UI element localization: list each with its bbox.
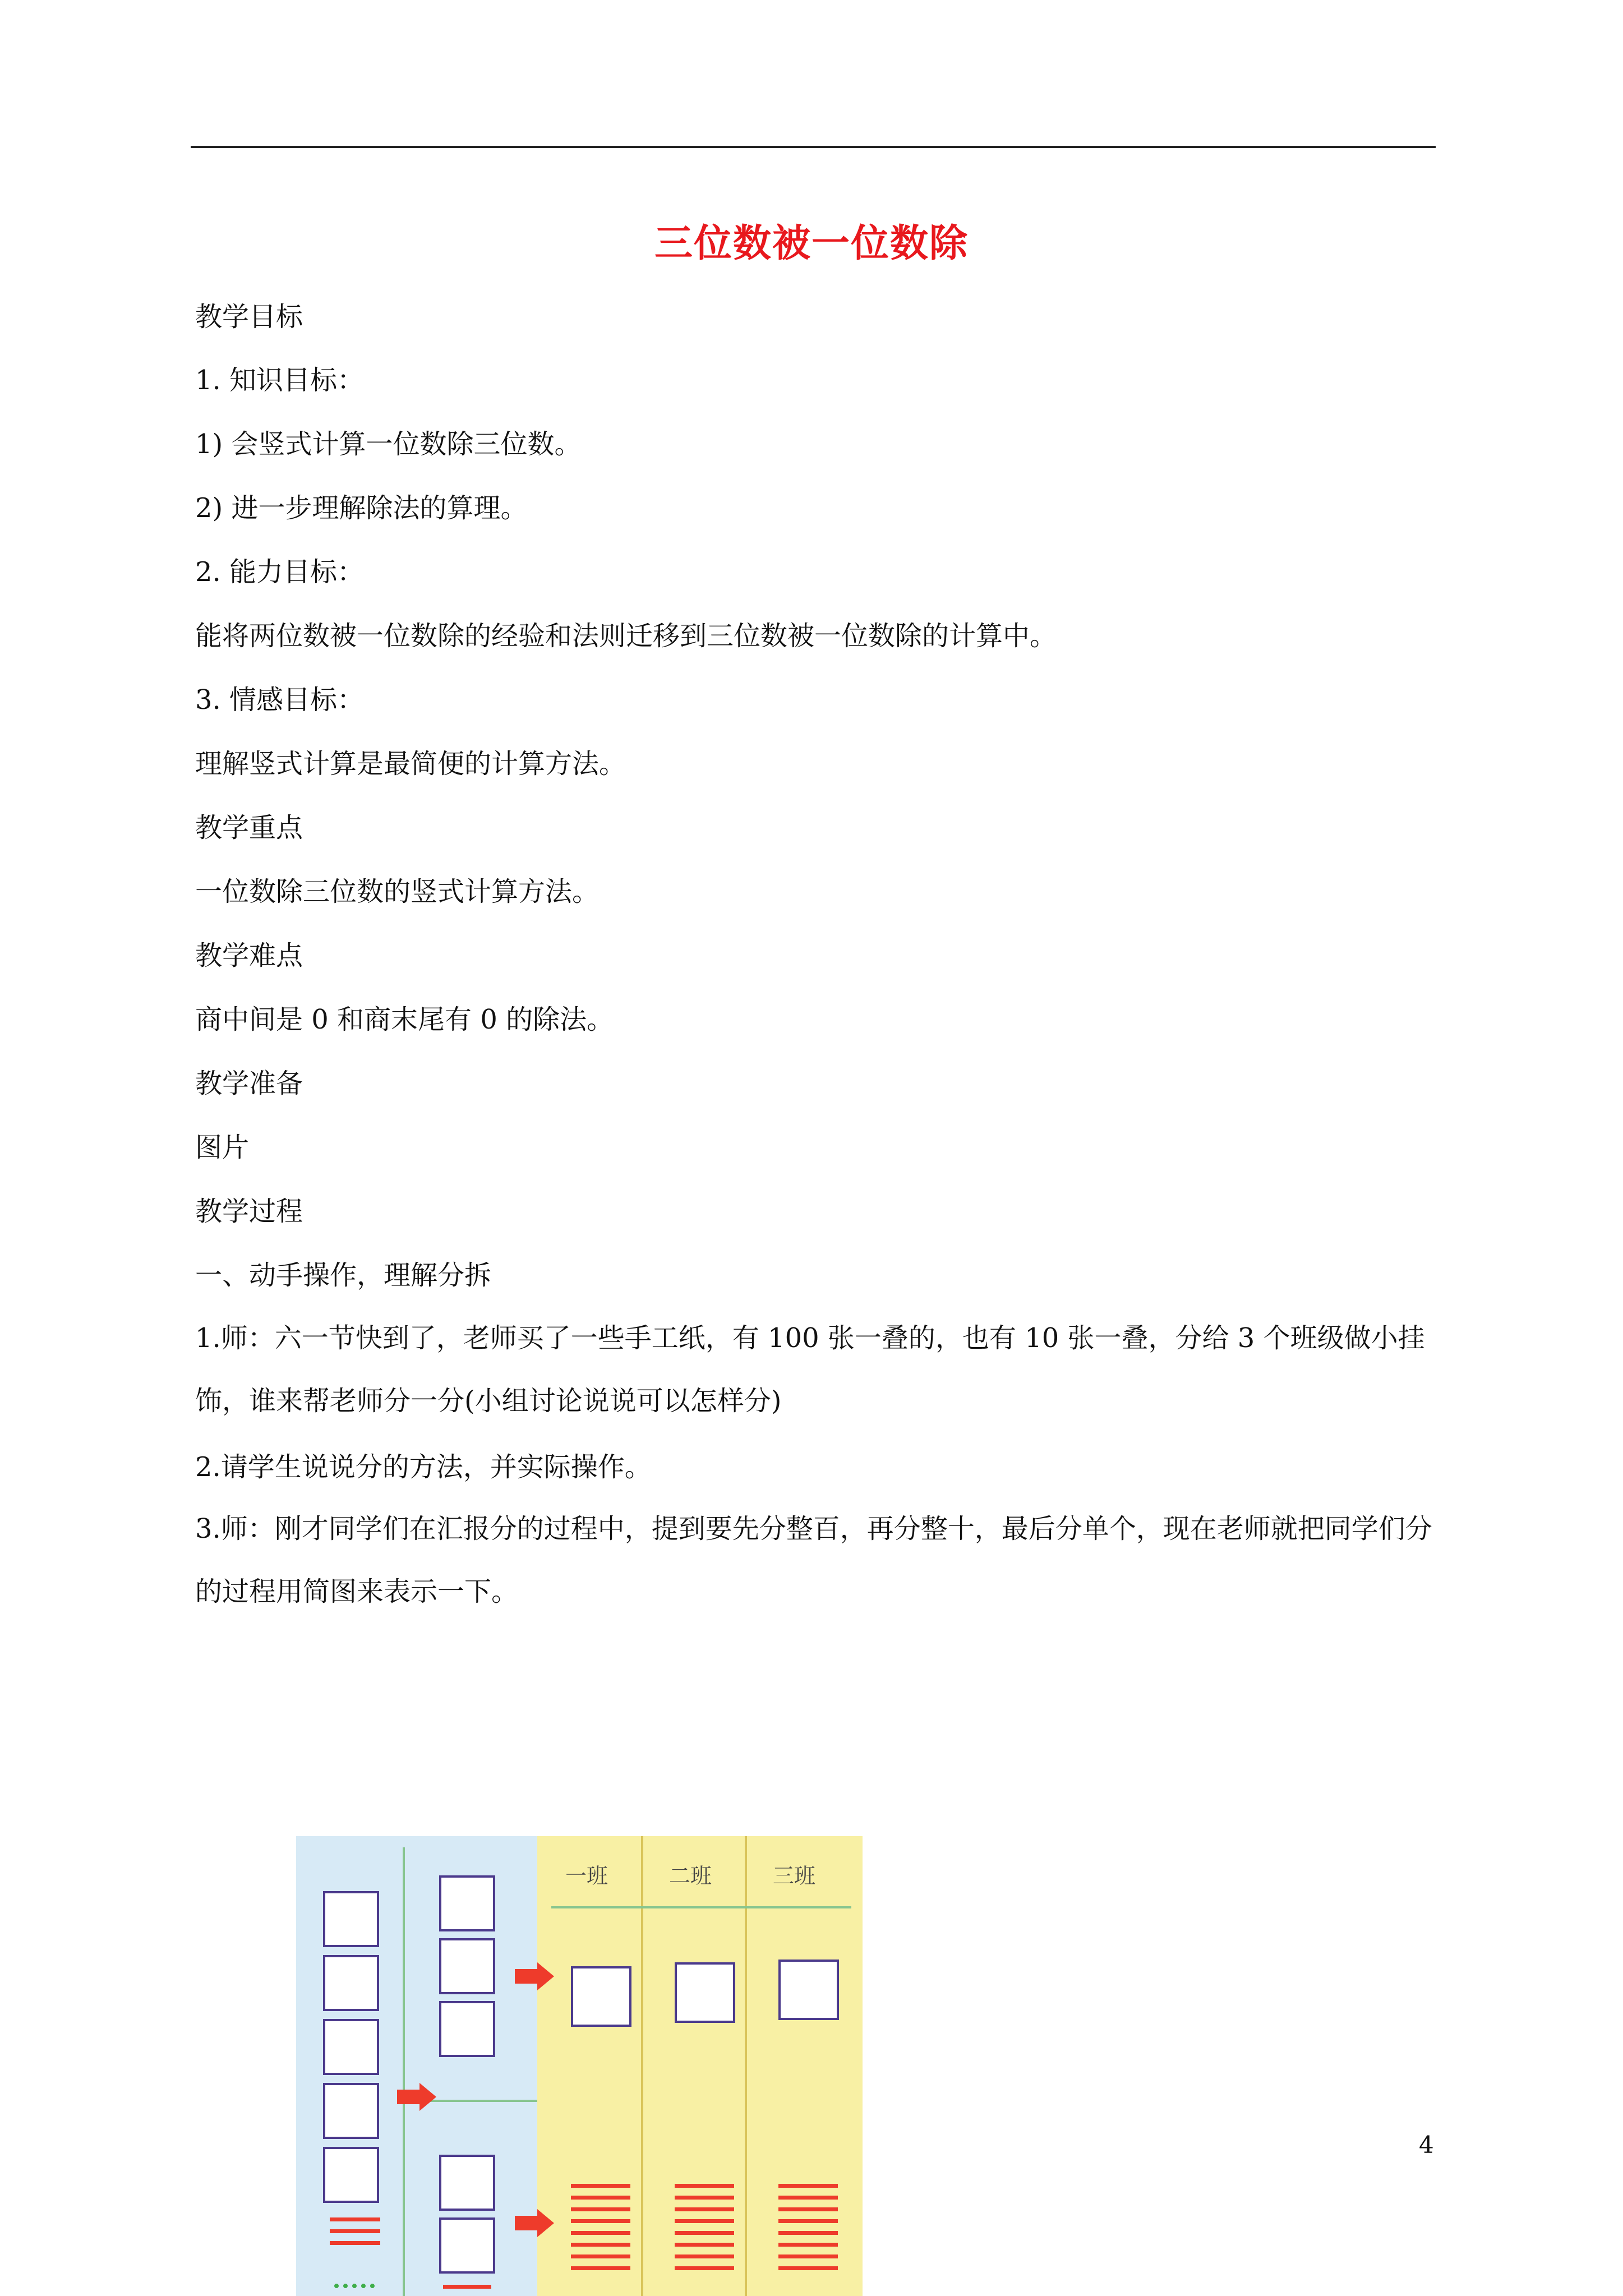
hundred-stack: [439, 1938, 495, 1994]
class-3-tens: [778, 2184, 838, 2278]
column-divider: [745, 1836, 747, 2296]
class-2-tens: [675, 2184, 734, 2278]
hundred-stack: [439, 2155, 495, 2211]
right-arrow-icon: [515, 2209, 554, 2237]
text-line: 能将两位数被一位数除的经验和法则迁移到三位数被一位数除的计算中。: [195, 620, 1057, 652]
text-line: 3. 情感目标：: [195, 684, 365, 716]
hundred-stack: [323, 2019, 379, 2075]
hundred-stack: [323, 1955, 379, 2011]
ten-stacks: [443, 2285, 491, 2296]
page-title: 三位数被一位数除: [654, 222, 969, 266]
header-divider: [551, 1906, 851, 1908]
hundred-stack: [439, 2217, 495, 2274]
hundred-stack: [323, 2147, 379, 2203]
hundred-stack: [323, 1891, 379, 1947]
text-line: 理解竖式计算是最简便的计算方法。: [195, 748, 626, 780]
class-2-hundred: [675, 1962, 735, 2023]
text-line: 教学难点: [195, 940, 303, 971]
ten-stacks: [330, 2217, 380, 2253]
text-line: 教学准备: [195, 1068, 303, 1099]
text-paragraph: 3.师：刚才同学们在汇报分的过程中，提到要先分整百，再分整十，最后分单个，现在老师就把同学们分的过程用简图来表示一下。: [195, 1513, 1432, 1607]
text-line: 教学过程: [195, 1196, 303, 1227]
page-number: 4: [1419, 2131, 1434, 2159]
hundred-stack: [439, 1875, 495, 1931]
divider-line: [403, 1847, 405, 2296]
class-label-3: 三班: [773, 1864, 816, 1888]
text-line: 2. 能力目标：: [195, 556, 365, 588]
text-line: 1) 会竖式计算一位数除三位数。: [195, 428, 582, 460]
class-1-hundred: [571, 1966, 631, 2027]
class-3-hundred: [778, 1960, 839, 2020]
class-1-tens: [571, 2184, 630, 2278]
hundred-stack: [323, 2083, 379, 2139]
text-line: 一位数除三位数的竖式计算方法。: [195, 876, 600, 907]
text-line: 商中间是 0 和商末尾有 0 的除法。: [195, 1004, 614, 1035]
text-line: 图片: [195, 1132, 250, 1163]
text-line: 2) 进一步理解除法的算理。: [195, 492, 528, 524]
text-line: 教学重点: [195, 812, 303, 843]
division-illustration: [296, 1836, 863, 2296]
text-line: 一、动手操作，理解分拆: [195, 1260, 492, 1291]
right-arrow-icon: [515, 1962, 554, 1990]
column-divider: [641, 1836, 643, 2296]
text-paragraph: 1.师：六一节快到了，老师买了一些手工纸，有 100 张一叠的，也有 10 张一叠，分给 3 个班级做小挂饰，谁来帮老师分一分(小组讨论说说可以怎样分): [195, 1322, 1425, 1417]
right-arrow-icon: [397, 2083, 436, 2111]
text-line: 2.请学生说说分的方法，并实际操作。: [195, 1451, 652, 1483]
divider-line: [425, 2100, 537, 2102]
text-line: 1. 知识目标：: [195, 365, 365, 396]
header-rule: [191, 146, 1436, 148]
class-label-2: 二班: [669, 1864, 712, 1888]
single-sheets: [334, 2284, 375, 2288]
text-line: 教学目标: [195, 301, 303, 333]
class-label-1: 一班: [565, 1864, 608, 1888]
hundred-stack: [439, 2001, 495, 2057]
